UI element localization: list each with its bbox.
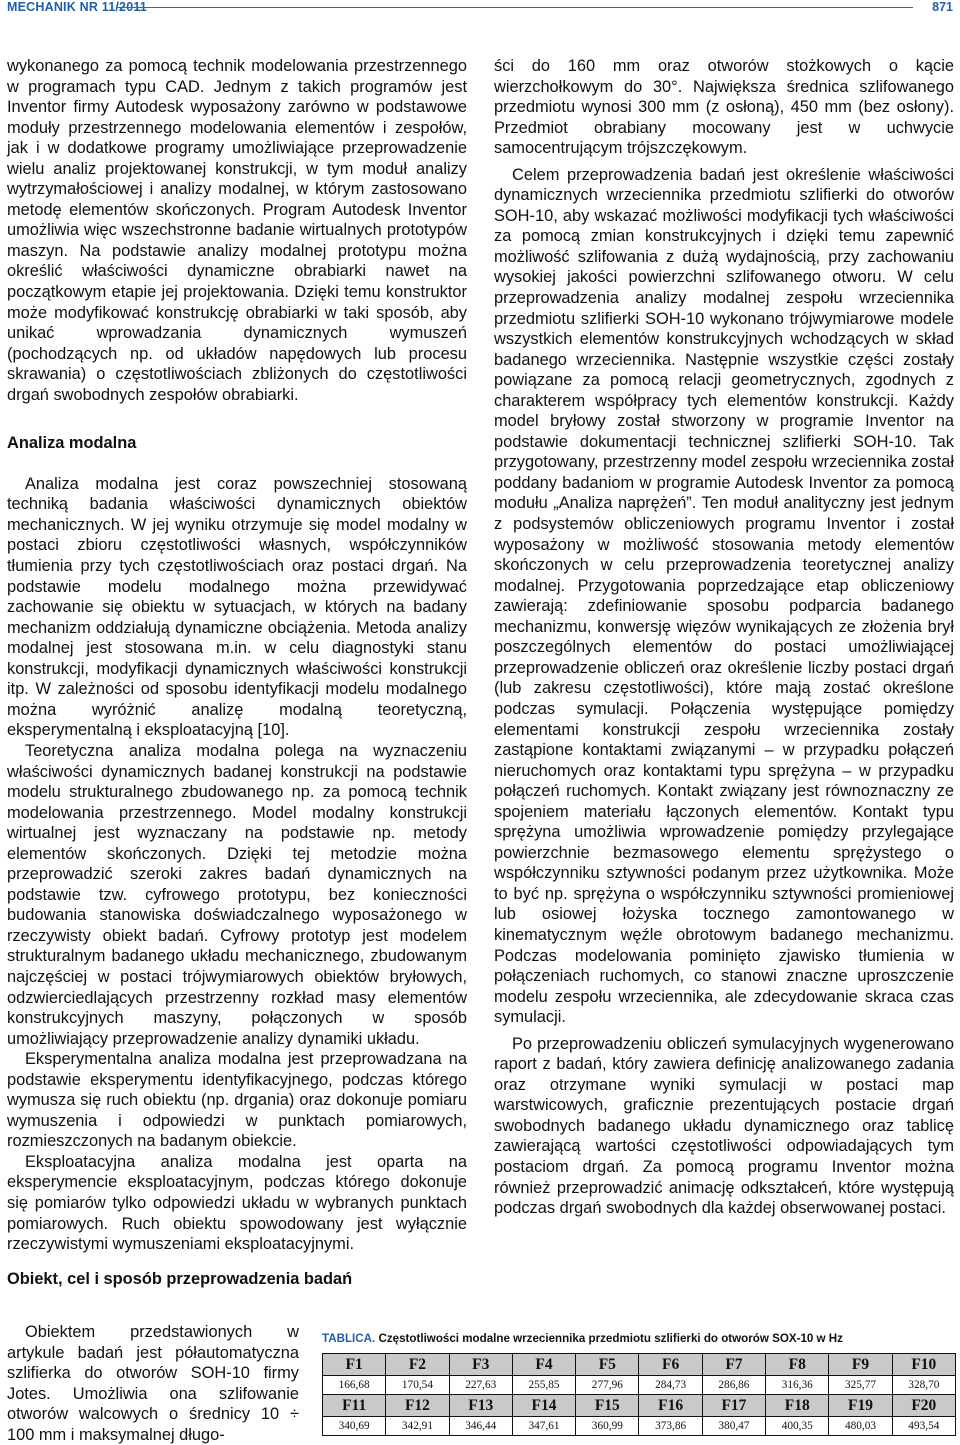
table-header-row <box>323 1354 956 1376</box>
table-row <box>323 1417 956 1436</box>
paragraph: Teoretyczna analiza modalna polega na wyznaczeniu właściwości dynamicznych badanej konstrukcji na podstawie modelu strukturalnego zbudowanego np. za pomocą technik modelowania przestrzennego. Model modalny konstrukcji wirtualnej jest wyznaczany na podstawie np. metody elementów skończonych. Dzięki tej metodzie można przeprowadzić szeroki zakres badań dynamicznych na podstawie tzw. cyfrowego prototypu, bez konieczności budowania stanowiska doświadczalnego wyposażonego w rzeczywisty obiekt badań. Cyfrowy prototyp jest modelem strukturalnym badanego układu mechanicznego, zbudowanym najczęściej w postaci trójwymiarowych obiektów bryłowych, odzwierciedlających przestrzenny rozkład masy elementów konstrukcyjnych maszyny, połączonych w sposób umożliwiający przeprowadzenie analizy dynamiki układu. <box>7 741 467 1048</box>
paragraph: Po przeprowadzeniu obliczeń symulacyjnych wygenerowano raport z badań, który zawiera definicję analizowanego zadania oraz otrzymane wyniki symulacji w postaci map warstwicowych, graficznie prezentujących postacie drgań swobodnych badanego układu dynamicznego oraz tablicę zawierającą wartości częstotliwości odpowiadających tym postaciom drgań. Za pomocą programu Inventor można również przeprowadzić animację odkształceń, które występują podczas drgań swobodnych dla każdej obserwowanej postaci. <box>494 1034 954 1218</box>
left-column <box>7 56 467 1289</box>
table-cell: 360,99 <box>576 1417 639 1436</box>
table-caption-label: TABLICA. <box>322 1332 376 1345</box>
table-caption-text: Częstotliwości modalne wrzeciennika przedmiotu szlifierki do otworów SOX-10 w Hz <box>378 1332 843 1345</box>
page-number: 871 <box>932 0 953 14</box>
table-header-cell: F1 <box>323 1354 386 1376</box>
paragraph: wykonanego za pomocą technik modelowania przestrzennego w programach typu CAD. Jednym z takich programów jest Inventor firmy Autodesk wyposażony zarówno w podstawowe moduły przestrzennego modelowania elementów i zespołów, jak i w dodatkowe programy umożliwiające przeprowadzenie wielu analiz projektowanej konstrukcji, w tym moduł analizy wytrzymałościowej i analizy modalnej, w którym zastosowano metodę elementów skończonych. Program Autodesk Inventor umożliwia więc wszechstronne badanie wirtualnych prototypów maszyn. Na podstawie analizy modalnej prototypu można określić właściwości dynamiczne obrabiarki nawet na początkowym etapie jej projektowania. Dzięki temu konstruktor może modyfikować konstrukcję obrabiarki w taki sposób, aby unikać wprowadzania dynamicznych wymuszeń (pochodzących np. od układów napędowych lub procesu skrawania) o częstotliwościach zbliżonych do częstotliwości drgań swobodnych zespołów obrabiarki. <box>7 57 467 404</box>
table-cell: 316,36 <box>766 1376 829 1395</box>
table-cell: 380,47 <box>702 1417 765 1436</box>
table-header-cell: F5 <box>576 1354 639 1376</box>
frequency-table <box>322 1353 956 1436</box>
table-cell: 346,44 <box>449 1417 512 1436</box>
section-heading: Analiza modalna <box>7 434 137 453</box>
table-header-cell: F9 <box>829 1354 892 1376</box>
table-cell: 340,69 <box>323 1417 386 1436</box>
table-cell: 493,54 <box>892 1417 955 1436</box>
section-heading: Obiekt, cel i sposób przeprowadzenia badań <box>7 1269 353 1288</box>
table-cell: 328,70 <box>892 1376 955 1395</box>
table-header-cell: F8 <box>766 1354 829 1376</box>
paragraph: ści do 160 mm oraz otworów stożkowych o kącie wierzchołkowym do 30°. Największa średnica szlifowanego przedmiotu wynosi 300 mm (z osłoną), 450 mm (bez osłony). Przedmiot obrabiany mocowany jest w uchwycie samocentrującym trójszczękowym. <box>494 57 954 158</box>
table-cell: 170,54 <box>386 1376 449 1395</box>
table-cell: 325,77 <box>829 1376 892 1395</box>
table-header-cell: F18 <box>766 1395 829 1417</box>
table-cell: 400,35 <box>766 1417 829 1436</box>
right-column <box>494 56 954 1219</box>
table-header-cell: F2 <box>386 1354 449 1376</box>
journal-title: MECHANIK NR 11/2011 <box>7 0 147 14</box>
table-cell: 373,86 <box>639 1417 702 1436</box>
table-header-cell: F7 <box>702 1354 765 1376</box>
table-header-cell: F12 <box>386 1395 449 1417</box>
table-cell: 166,68 <box>323 1376 386 1395</box>
table-header-cell: F3 <box>449 1354 512 1376</box>
table-header-cell: F14 <box>512 1395 575 1417</box>
header-rule <box>117 7 913 8</box>
table-header-cell: F13 <box>449 1395 512 1417</box>
table-header-cell: F6 <box>639 1354 702 1376</box>
table-header-cell: F16 <box>639 1395 702 1417</box>
table-header-row <box>323 1395 956 1417</box>
bottom-left-paragraph-block <box>7 1322 299 1445</box>
table-caption <box>322 1332 954 1345</box>
table-cell: 277,96 <box>576 1376 639 1395</box>
paragraph: Analiza modalna jest coraz powszechniej stosowaną techniką badania właściwości dynamicznych obiektów mechanicznych. W jej wyniku otrzymuje się model modalny w postaci zbioru częstotliwości własnych, współczynników tłumienia przy tych częstotliwościach oraz postaci drgań. Na podstawie modelu modalnego można przewidywać zachowanie się obiektu w sytuacjach, w których na badany mechanizm oddziałują dynamiczne obciążenia. Metoda analizy modalnej jest stosowana m.in. w celu diagnostyki stanu konstrukcji, modyfikacji dynamicznych właściwości konstrukcji itp. W zależności od sposobu identyfikacji modelu modalnego można wyróżnić analizę modalną teoretyczną, eksperymentalną i eksploatacyjną [10]. <box>7 474 467 740</box>
table-header-cell: F19 <box>829 1395 892 1417</box>
table-header-cell: F20 <box>892 1395 955 1417</box>
table-header-cell: F4 <box>512 1354 575 1376</box>
table-cell: 255,85 <box>512 1376 575 1395</box>
table-header-cell: F17 <box>702 1395 765 1417</box>
table-cell: 284,73 <box>639 1376 702 1395</box>
page-header <box>7 0 953 16</box>
table-cell: 286,86 <box>702 1376 765 1395</box>
table-header-cell: F11 <box>323 1395 386 1417</box>
table-header-cell: F10 <box>892 1354 955 1376</box>
table-header-cell: F15 <box>576 1395 639 1417</box>
paragraph: Celem przeprowadzenia badań jest określenie właściwości dynamicznych wrzeciennika przedmiotu szlifierki do otworów SOH-10, aby wskazać możliwości modyfikacji tych właściwości za pomocą zmian konstrukcyjnych i dzięki temu zapewnić możliwość szlifowania z dużą wydajnością, przy zachowaniu wysokiej jakości powierzchni szlifowanego otworu. W celu przeprowadzenia analizy modalnej zespołu wrzeciennika przedmiotu szlifierki SOH-10 wykonano trójwymiarowe modele wszystkich elementów konstrukcyjnych wchodzących w skład badanego wrzeciennika. Następnie wszystkie części zostały powiązane za pomocą relacji geometrycznych, zgodnych z charakterem współpracy tych elementów konstrukcji. Każdy model bryłowy został stworzony w programie Inventor na podstawie dokumentacji technicznej szlifierki SOH-10. Tak przygotowany, przestrzenny model zespołu wrzeciennika został poddany badaniom w programie Autodesk Inventor za pomocą modułu „Analiza naprężeń”. Ten moduł analityczny jest jednym z podsystemów obliczeniowych programu Inventor i został wyposażony w możliwość stosowania metody elementów skończonych w celu przeprowadzenia teoretycznej analizy modalnej. Przygotowania poprzedzające etap obliczeniowy zawierają: zdefiniowanie sposobu podparcia badanego mechanizmu, konwersję więzów wynikających ze złożenia brył poszczególnych elementów do postaci umożliwiającej przeprowadzenie obliczeń oraz określenie liczby postaci drgań (lub zakresu częstotliwości), które mają zostać określone podczas symulacji. Połączenia występujące pomiędzy elementami konstrukcji zespołu wrzeciennika zostały zastąpione kontaktami związanymi – w przypadku połączeń nieruchomych oraz kontaktami typu sprężyna – w przypadku połączeń ruchomych. Kontakt związany jest równoznaczny ze spojeniem materiału łączonych elementów. Kontakt typu sprężyna umożliwia wprowadzenie pomiędzy przylegające powierzchnie bezmasowego elementu sprężystego o współczynniku sztywności podanym przez użytkownika. Może to być np. sprężyna o współczynniku sztywności promieniowej lub osiowej łożyska tocznego zamontowanego w kinematycznym węźle obrotowym badanego mechanizmu. Podczas modelowania pominięto zjawisko tłumienia w połączeniach ruchomych, co stanowi znaczne uproszczenie modelu zespołu wrzeciennika, ale zdecydowanie skraca czas symulacji. <box>494 165 954 1027</box>
table-cell: 342,91 <box>386 1417 449 1436</box>
paragraph: Eksperymentalna analiza modalna jest przeprowadzana na podstawie eksperymentu identyfikacyjnego, podczas którego wymusza się ruch obiektu (np. drgania) oraz dokonuje pomiaru wymuszenia i odpowiedzi w punktach pomiarowych, rozmieszczonych na badanym obiekcie. <box>7 1050 467 1151</box>
paragraph: Obiektem przedstawionych w artykule badań jest półautomatyczna szlifierka do otworów SOH-10 firmy Jotes. Umożliwia ona szlifowanie otworów walcowych o średnicy 10 ÷ 100 mm i maksymalnej długo- <box>7 1323 299 1444</box>
table-cell: 227,63 <box>449 1376 512 1395</box>
paragraph: Eksploatacyjna analiza modalna jest oparta na eksperymencie eksploatacyjnym, podczas którego dokonuje się pomiarów tylko odpowiedzi układu w wybranych punktach pomiarowych. Ruch obiektu spowodowany jest wyłącznie rzeczywistymi wymuszeniami eksploatacyjnymi. <box>7 1152 467 1254</box>
table-cell: 347,61 <box>512 1417 575 1436</box>
table-row <box>323 1376 956 1395</box>
table-cell: 480,03 <box>829 1417 892 1436</box>
